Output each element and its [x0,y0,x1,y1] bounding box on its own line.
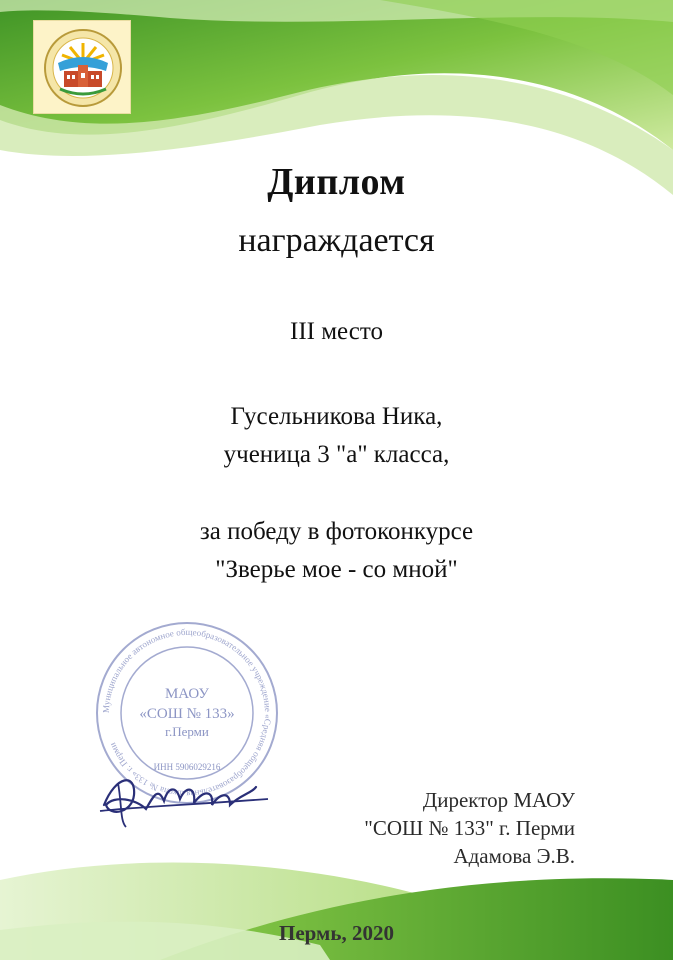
diploma-subtitle: награждается [238,222,435,259]
reason-line-1: за победу в фотоконкурсе [199,518,474,545]
stamp-bottom-text: ИНН 5906029216 [153,762,221,772]
award-place: III место [290,318,383,345]
stamp-center-line-1: МАОУ [164,686,210,702]
awardee-class: ученица 3 "а" класса, [223,441,450,468]
footer-city-year: Пермь, 2020 [279,921,394,945]
director-signature-block [364,786,575,870]
director-name: Адамова Э.В. [453,844,575,868]
diploma-title: Диплом [267,161,406,203]
stamp-center-line-2: «СОШ № 133» [139,706,235,722]
reason-line-2: "Зверье мое - со мной" [215,556,458,583]
school-logo [33,20,131,114]
awardee-name: Гусельникова Ника, [230,403,443,430]
stamp-center-line-3: г.Перми [165,724,209,739]
reason-block [0,513,673,589]
director-signature [96,765,271,835]
awardee-block [0,398,673,474]
director-title: Директор МАОУ [422,788,575,812]
stamp-ring-text: Муниципальное автономное общеобразовательное учреждение «Средняя общеобразовательная школа № 133» г. Перми [100,626,274,800]
director-school: "СОШ № 133" г. Перми [364,816,575,840]
school-emblem-icon [34,21,132,115]
